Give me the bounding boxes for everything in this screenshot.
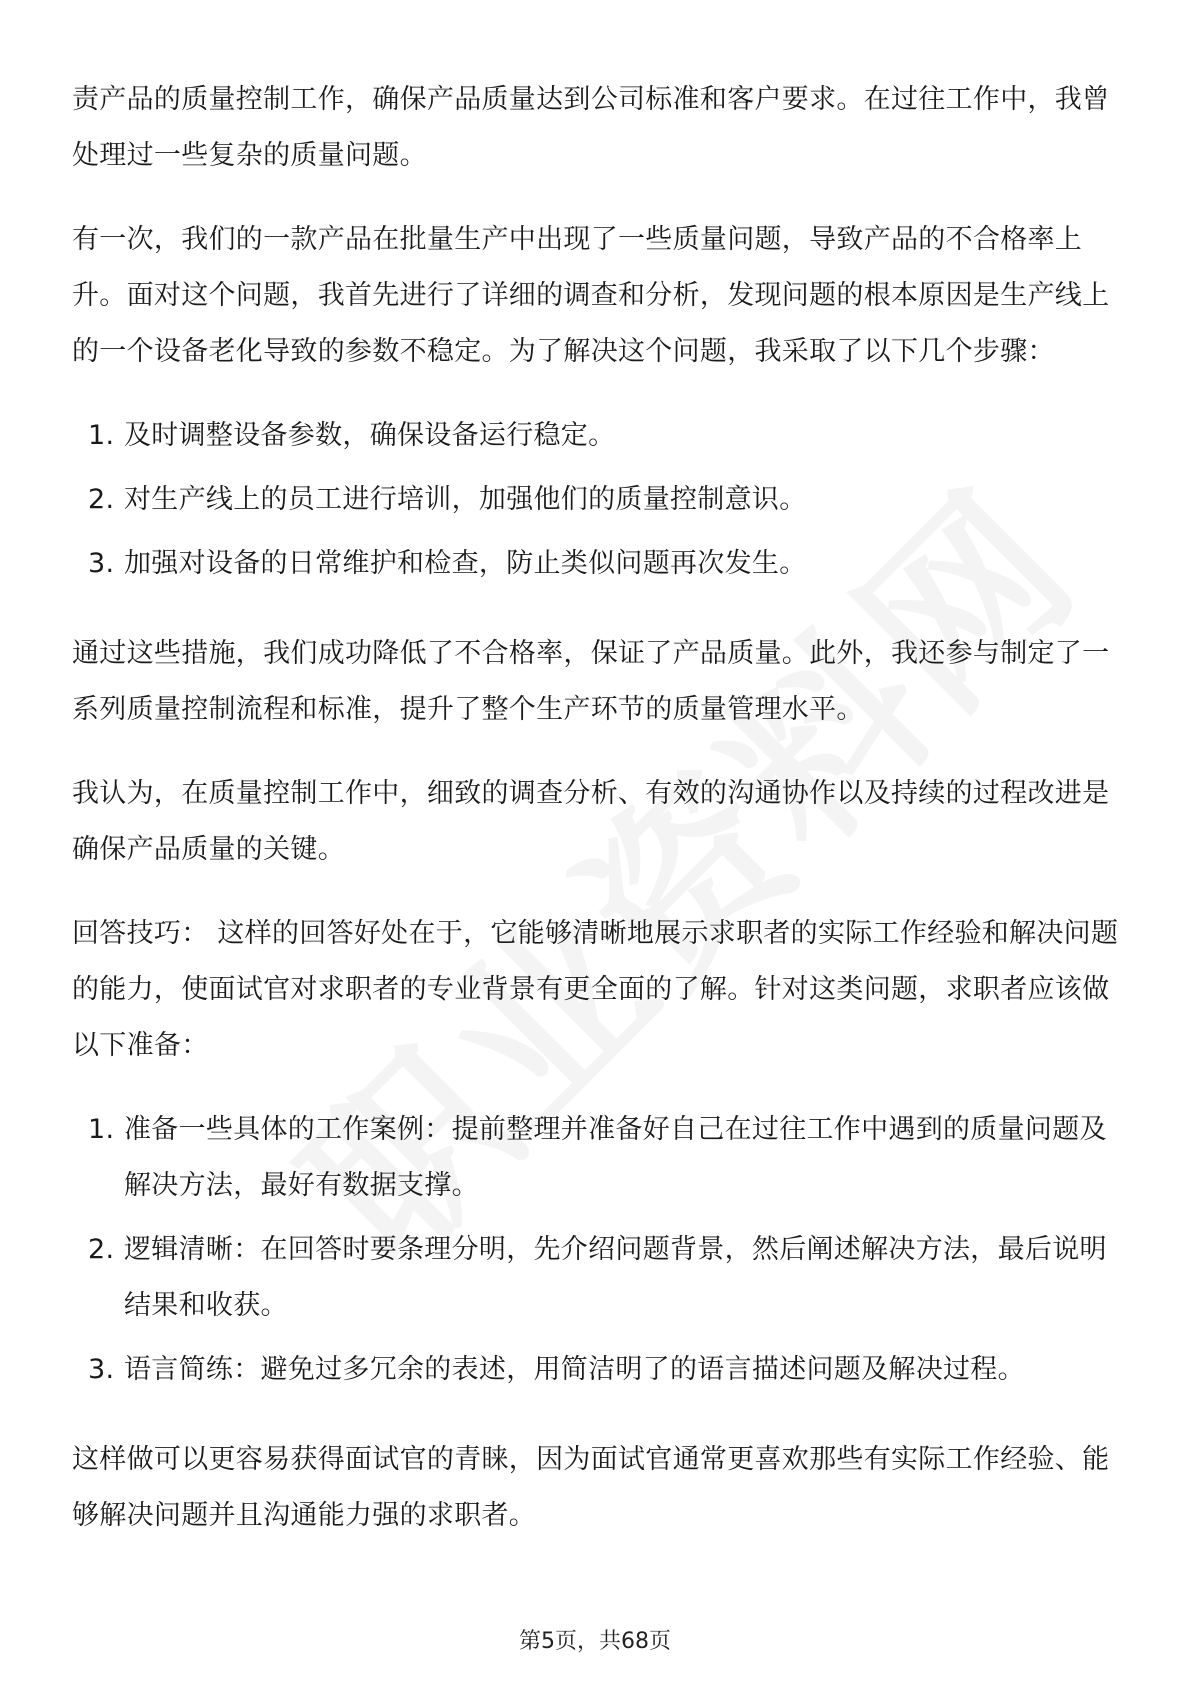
list-item-text: 准备一些具体的工作案例：提前整理并准备好自己在过往工作中遇到的质量问题及解决方法，最好有数据支撑。 — [124, 1114, 1107, 1201]
list-item — [72, 408, 1122, 464]
list-item-text: 语言简练：避免过多冗余的表述，用简洁明了的语言描述问题及解决过程。 — [124, 1354, 1025, 1385]
list-item-text: 及时调整设备参数，确保设备运行稳定。 — [124, 420, 616, 451]
list-item-text: 逻辑清晰：在回答时要条理分明，先介绍问题背景，然后阐述解决方法，最后说明结果和收获。 — [124, 1234, 1107, 1321]
page-number-footer: 第5页，共68页 — [519, 1629, 671, 1654]
paragraph: 责产品的质量控制工作，确保产品质量达到公司标准和客户要求。在过往工作中，我曾处理过一些复杂的质量问题。 — [72, 84, 1110, 171]
list-number: 1. — [88, 420, 115, 451]
list-item — [72, 1222, 1122, 1334]
document-page — [72, 72, 1122, 1572]
numbered-list-preparation — [72, 1102, 1122, 1398]
list-number: 3. — [88, 1354, 115, 1385]
list-item — [72, 472, 1122, 528]
list-number: 3. — [88, 548, 115, 579]
list-item — [72, 1102, 1122, 1214]
numbered-list-measures — [72, 408, 1122, 592]
list-item-text: 加强对设备的日常维护和检查，防止类似问题再次发生。 — [124, 548, 807, 579]
paragraph-answer-tips: 回答技巧： 这样的回答好处在于，它能够清晰地展示求职者的实际工作经验和解决问题的能力，使面试官对求职者的专业背景有更全面的了解。针对这类问题，求职者应该做以下准备： — [72, 918, 1119, 1061]
list-item-text: 对生产线上的员工进行培训，加强他们的质量控制意识。 — [124, 484, 807, 515]
paragraph: 通过这些措施，我们成功降低了不合格率，保证了产品质量。此外，我还参与制定了一系列质量控制流程和标准，提升了整个生产环节的质量管理水平。 — [72, 638, 1110, 725]
list-item — [72, 536, 1122, 592]
list-number: 2. — [88, 1234, 115, 1265]
paragraph: 有一次，我们的一款产品在批量生产中出现了一些质量问题，导致产品的不合格率上升。面对这个问题，我首先进行了详细的调查和分析，发现问题的根本原因是生产线上的一个设备老化导致的参数不稳定。为了解决这个问题，我采取了以下几个步骤： — [72, 224, 1110, 367]
list-number: 2. — [88, 484, 115, 515]
paragraph: 我认为，在质量控制工作中，细致的调查分析、有效的沟通协作以及持续的过程改进是确保产品质量的关键。 — [72, 778, 1110, 865]
list-number: 1. — [88, 1114, 115, 1145]
list-item — [72, 1342, 1122, 1398]
paragraph: 这样做可以更容易获得面试官的青睐，因为面试官通常更喜欢那些有实际工作经验、能够解决问题并且沟通能力强的求职者。 — [72, 1444, 1110, 1531]
